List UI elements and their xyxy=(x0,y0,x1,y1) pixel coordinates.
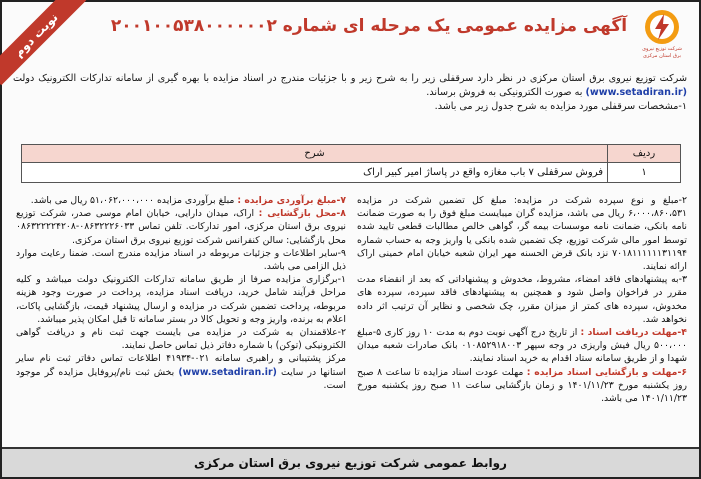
row-number-cell: ۱ xyxy=(608,163,681,183)
clause-opening-location: ۸-محل بازگشایی : اراک، میدان دارایی، خیابان امام موسی صدر، شرکت توزیع نیروی برق استان مرکزی، امور تدارکات. تلفن تماس ۰۸۶۳۲۲۲۶۰۳۳-۰۸۶۳۲۲۲۲۴۲۰۸ محل بازگشایی: سالن کنفرانس شرکت توزیع نیروی برق استان مرکزی. xyxy=(16,208,346,246)
item-spec-line: ۱-مشخصات سرقفلی مورد مزایده به شرح جدول زیر می باشد. xyxy=(434,101,687,112)
edition-badge: نوبت دوم xyxy=(0,0,86,85)
table-row xyxy=(22,163,681,183)
clause-rule-2: ۲-علاقمندان به شرکت در مزایده می بایست جهت ثبت نام و دریافت گواهی الکترونیکی (توکن) با شماره دفاتر ذیل تماس حاصل نمایند. xyxy=(16,327,346,352)
right-column xyxy=(357,194,687,405)
left-column xyxy=(16,194,346,392)
col-header-row-number: ردیف xyxy=(608,145,681,163)
notice-title: آگهی مزایده عمومی یک مرحله ای شماره ۲۰۰۱۰۰۵۳۸۰۰۰۰۰۰۲ xyxy=(110,16,628,36)
clause-rule-1: ۱-برگزاری مزایده صرفا از طریق سامانه تدارکات الکترونیک دولت میباشد و کلیه مراحل فرآیند شامل خرید، دریافت اسناد مزایده، پرداخت در صورت وجود هزینه مربوطه، پرداخت تضمین شرکت در مزایده و ارسال پیشنهاد قیمت، بازگشایی پاکات، اعلام به برنده، واریز وجه و تحویل کالا در بستر سامانه تا قبل امکان پذیر میباشد. xyxy=(16,274,346,325)
table-header-row xyxy=(22,145,681,163)
clause-lead: ۷-مبلغ برآوردی مزایده : xyxy=(237,195,346,206)
clause-support-contact: مرکز پشتیبانی و راهبری سامانه ۰۲۱-۴۱۹۳۴ اطلاعات تماس دفاتر ثبت نام سایر استانها در سایت (www.setadiran.ir) بخش ثبت نام/پروفایل مزایده گر موجود است. xyxy=(16,353,347,391)
clause-invalid-bids: ۳-به پیشنهادهای فاقد امضاء، مشروط، مخدوش و پیشنهاداتی که بعد از انقضاء مدت مقرر در فراخوان واصل شود و همچنین به پیشنهادهای فاقد سپرده، سپرده های مخدوش، سپرده های کمتر از میزان مقرر، چک شخصی و نظایر آن ترتیب اثر داده نخواهد شد. xyxy=(357,274,687,325)
intro-text-2: به صورت الکترونیکی به فروش برساند. xyxy=(426,87,583,98)
footer-public-relations: روابط عمومی شرکت توزیع نیروی برق استان مرکزی xyxy=(2,447,699,477)
company-logo xyxy=(639,8,685,60)
clause-estimated-amount: ۷-مبلغ برآوردی مزایده : مبلغ برآوردی مزایده ۵۱،۰۶۲،۰۰۰،۰۰۰ ریال می باشد. xyxy=(30,195,346,206)
clause-deposit: ۲-مبلغ و نوع سپرده شرکت در مزایده: مبلغ کل تضمین شرکت در مزایده ۶،۰۰۰،۸۶۰،۵۳۱ ریال می باشد، مزایده گران میبایست مبلغ فوق را به صورت ضمانت نامه بانکی، ضمانت نامه موسسات بیمه گر، گواهی خالص مطالبات قطعی تایید شده توسط امور مالی شرکت توزیع، چک تضمین شده بانکی یا واریز وجه به حساب شماره ۷۰۱۸۱۱۱۱۱۱۳۱۱۹۴ نزد بانک قرض الحسنه مهر ایران شعبه خیابان امام خمینی اراک ارائه نمایند. xyxy=(357,195,687,273)
lightning-logo-icon xyxy=(643,8,681,46)
col-header-description: شرح xyxy=(22,145,608,163)
clause-other-info: ۹-سایر اطلاعات و جزئیات مربوطه در اسناد مزایده مندرج است. ضمنا رعایت موارد ذیل الزامی می باشد. xyxy=(16,247,346,273)
row-description-cell: فروش سرقفلی ۷ باب مغازه واقع در پاساژ امیر کبیر اراک xyxy=(22,163,608,183)
clause-lead: ۸-محل بازگشایی : xyxy=(258,208,346,220)
clause-document-deadline: ۴-مهلت دریافت اسناد : از تاریخ درج آگهی نوبت دوم به مدت ۱۰ روز کاری ۵-مبلغ ۵۰۰،۰۰۰ ریال فیش واریزی در وجه سپهر ۰۱۰۸۵۲۹۱۸۰۰۳ بانک صادرات شعبه میدان شهدا و از طریق سامانه ستاد اقدام به خرید اسناد نمایند. xyxy=(357,327,688,365)
setadiran-link-2[interactable]: (www.setadiran.ir) xyxy=(178,366,277,378)
items-table xyxy=(21,144,681,183)
setadiran-link[interactable]: (www.setadiran.ir) xyxy=(585,87,687,98)
clause-lead: ۶-مهلت و بازگشایی اسناد مزایده : xyxy=(526,366,687,378)
clause-lead: ۴-مهلت دریافت اسناد : xyxy=(580,327,687,339)
logo-org-name: شرکت توزیع نیروی برق استان مرکزی xyxy=(642,46,682,59)
intro-paragraph xyxy=(13,72,687,114)
intro-text: شرکت توزیع نیروی برق استان مرکزی در نظر دارد سرقفلی زیر را به شرح زیر و با جزئیات مندرج در اسناد مزایده با بهره گیری از سامانه تدارکات الکترونیک دولت xyxy=(13,73,687,84)
clause-opening-deadline: ۶-مهلت و بازگشایی اسناد مزایده : مهلت عودت اسناد مزایده تا ساعت ۸ صبح روز یکشنبه مورخ ۱۴۰۱/۱۱/۲۳ و زمان بازگشایی ساعت ۱۱ صبح روز یکشنبه مورخ ۱۴۰۱/۱۱/۲۳ می باشد. xyxy=(357,366,688,405)
